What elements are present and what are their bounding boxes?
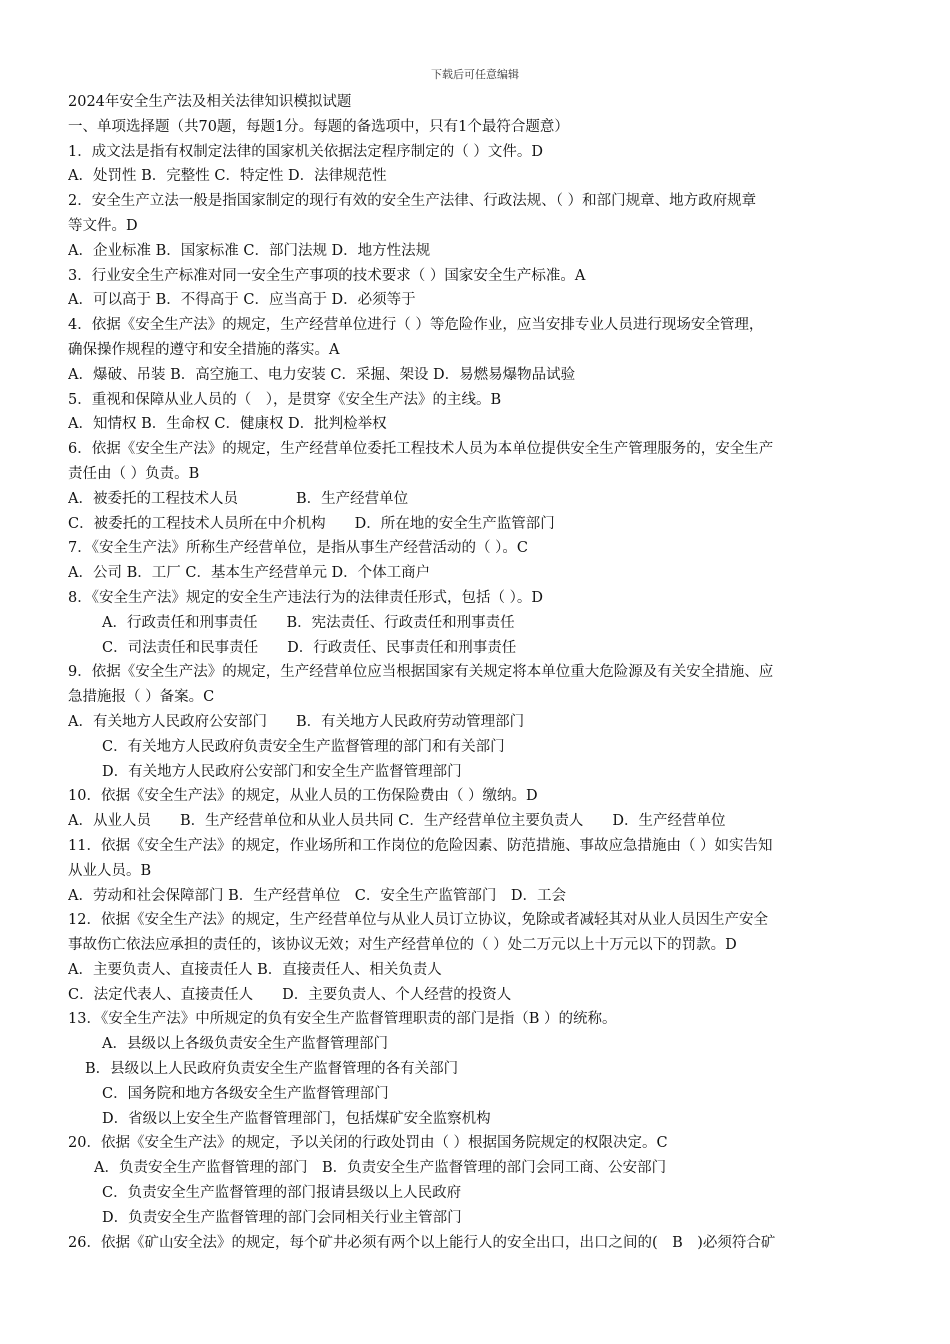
document-title: 2024年安全生产法及相关法律知识模拟试题 [68,94,352,110]
text-line: 责任由（ ）负责。B [68,465,200,482]
text-line: 从业人员。B [68,862,152,879]
text-line: A．劳动和社会保障部门 B．生产经营单位 C．安全生产监管部门 D．工会 [68,887,566,904]
text-line: B．县级以上人民政府负责安全生产监督管理的各有关部门 [85,1061,459,1078]
text-line: A．爆破、吊装 B．高空施工、电力安装 C．采掘、架设 D．易燃易爆物品试验 [68,366,576,383]
text-line: C．负责安全生产监督管理的部门报请县级以上人民政府 [102,1185,462,1202]
text-line: 12．依据《安全生产法》的规定，生产经营单位与从业人员订立协议，免除或者减轻其对从业人员因生产安全 [68,912,768,929]
text-line: A．有关地方人民政府公安部门 B．有关地方人民政府劳动管理部门 [68,713,525,730]
text-line: 等文件。D [68,217,138,234]
text-line: A．企业标准 B．国家标准 C．部门法规 D．地方性法规 [68,242,431,259]
text-line: C．有关地方人民政府负责安全生产监督管理的部门和有关部门 [102,738,505,755]
text-line: A．可以高于 B．不得高于 C．应当高于 D．必须等于 [68,292,416,309]
text-line: 9．依据《安全生产法》的规定，生产经营单位应当根据国家有关规定将本单位重大危险源及有关安全措施、应 [68,664,774,681]
text-line: D．负责安全生产监督管理的部门会同相关行业主管部门 [102,1209,462,1226]
header-note: 下载后可任意编辑 [431,68,519,81]
text-line: C．司法责任和民事责任 D．行政责任、民事责任和刑事责任 [102,639,517,656]
text-line: C．被委托的工程技术人员所在中介机构 D．所在地的安全生产监管部门 [68,515,555,532]
text-line: 确保操作规程的遵守和安全措施的落实。A [68,341,340,358]
text-line: A．被委托的工程技术人员 B．生产经营单位 [68,490,409,507]
text-line: A．负责安全生产监督管理的部门 B．负责安全生产监督管理的部门会同工商、公安部门 [94,1160,667,1177]
text-line: 13．《安全生产法》中所规定的负有安全生产监督管理职责的部门是指（B ）的统称。 [68,1011,617,1028]
text-line: 5．重视和保障从业人员的（ ），是贯穿《安全生产法》的主线。B [68,391,502,408]
text-line: A．公司 B．工厂 C．基本生产经营单元 D．个体工商户 [68,565,431,582]
text-line: 2．安全生产立法一般是指国家制定的现行有效的安全生产法律、行政法规、（ ）和部门规章、地方政府规章 [68,193,757,210]
text-line: 7．《安全生产法》所称生产经营单位，是指从事生产经营活动的（ ）。C [68,540,528,557]
text-line: A．知情权 B．生命权 C．健康权 D．批判检举权 [68,416,387,433]
text-line: 1．成文法是指有权制定法律的国家机关依据法定程序制定的（ ）文件。D [68,143,543,160]
document-body [68,90,884,1255]
text-line: 3．行业安全生产标准对同一安全生产事项的技术要求（ ）国家安全生产标准。A [68,267,586,284]
section-heading: 一、单项选择题（共70题，每题1分。每题的备选项中，只有1个最符合题意） [68,118,569,135]
text-line: D．省级以上安全生产监督管理部门，包括煤矿安全监察机构 [102,1110,491,1127]
text-line: 10．依据《安全生产法》的规定，从业人员的工伤保险费由（ ）缴纳。D [68,788,538,805]
text-line: A．处罚性 B．完整性 C．特定性 D．法律规范性 [68,168,387,185]
text-line: A．县级以上各级负责安全生产监督管理部门 [102,1036,388,1053]
text-line: 6．依据《安全生产法》的规定，生产经营单位委托工程技术人员为本单位提供安全生产管理服务的，安全生产 [68,441,774,458]
text-line: A．从业人员 B．生产经营单位和从业人员共同 C．生产经营单位主要负责人 D．生产经营单位 [68,813,726,830]
text-line: 26．依据《矿山安全法》的规定，每个矿井必须有两个以上能行人的安全出口，出口之间的( B )必须符合矿 [68,1234,776,1251]
text-line: A．主要负责人、直接责任人 B．直接责任人、相关负责人 [68,961,442,978]
text-line: 急措施报（ ）备案。C [68,689,215,706]
text-line: 8．《安全生产法》规定的安全生产违法行为的法律责任形式，包括（ ）。D [68,589,543,606]
text-line: 事故伤亡依法应承担的责任的，该协议无效；对生产经营单位的（ ）处二万元以上十万元以下的罚款。D [68,937,737,954]
text-line: 20．依据《安全生产法》的规定，予以关闭的行政处罚由（ ）根据国务院规定的权限决定。C [68,1135,668,1152]
text-line: 4．依据《安全生产法》的规定，生产经营单位进行（ ）等危险作业，应当安排专业人员进行现场安全管理， [68,317,764,334]
text-line: D．有关地方人民政府公安部门和安全生产监督管理部门 [102,763,462,780]
text-line: A．行政责任和刑事责任 B．宪法责任、行政责任和刑事责任 [102,614,515,631]
text-line: C．法定代表人、直接责任人 D．主要负责人、个人经营的投资人 [68,986,512,1003]
text-line: C．国务院和地方各级安全生产监督管理部门 [102,1085,389,1102]
text-line: 11．依据《安全生产法》的规定，作业场所和工作岗位的危险因素、防范措施、事故应急措施由（ ）如实告知 [68,837,773,854]
